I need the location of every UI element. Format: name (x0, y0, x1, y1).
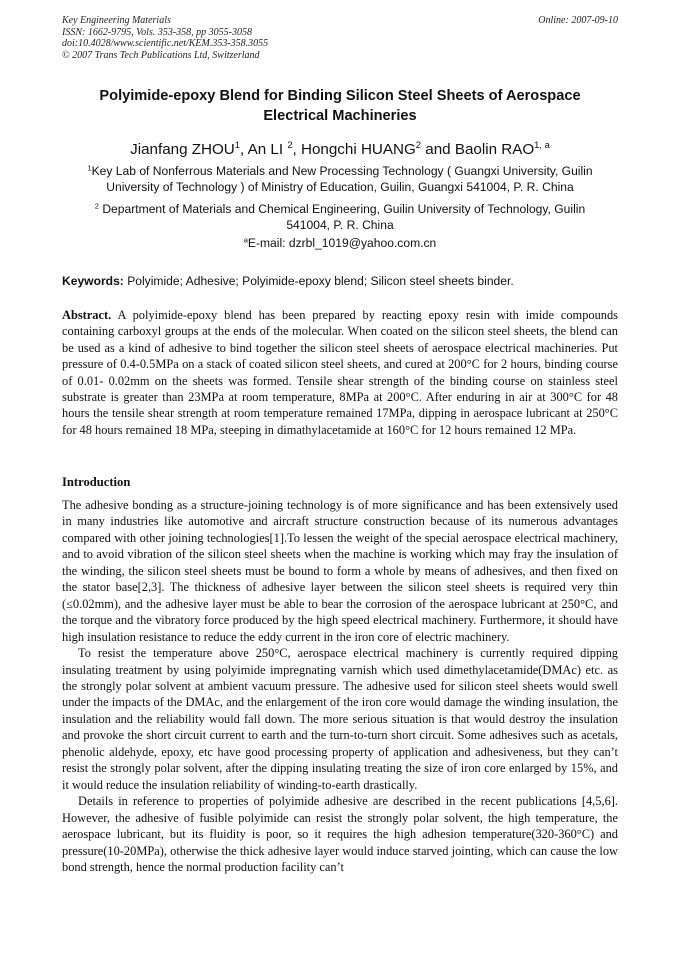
keywords-label: Keywords: (62, 274, 124, 288)
keywords-text: Polyimide; Adhesive; Polyimide-epoxy blend; Silicon steel sheets binder. (123, 274, 514, 288)
paper-title (62, 86, 618, 126)
abstract (62, 307, 618, 438)
running-header (62, 15, 618, 61)
journal-name: Key Engineering Materials (62, 15, 171, 26)
issn-line: ISSN: 1662-9795, Vols. 353-358, pp 3055-3058 (62, 26, 252, 38)
author-name: An LI (247, 141, 288, 158)
copyright-line: © 2007 Trans Tech Publications Ltd, Switzerland (62, 49, 260, 61)
corresponding-email (62, 235, 618, 251)
affiliation-2 (70, 201, 610, 234)
affiliation-marker: 1 (87, 163, 92, 173)
title-line-1: Polyimide-epoxy Blend for Binding Silicon Steel Sheets of Aerospace (99, 88, 581, 104)
online-date: Online: 2007-09-10 (538, 15, 618, 26)
affiliation-marker: 2 (94, 201, 99, 211)
abstract-text: A polyimide-epoxy blend has been prepared by reacting epoxy resin with imide compounds containing carboxyl groups at the ends of the molecular. When coated on the silicon steel sheets, the blend can be used as a kind of adhesive to bind together the silicon steel sheets of aerospace electrical machineries. Put pressure of 0.4-0.5MPa on a stack of coated silicon steel sheets, and cured at 200°C for 2 hours, binding course of 0.01- 0.02mm on the sheets was formed. Tensile shear strength of the binding course on stainless steel substrate is greater than 23MPa at room temperature, 8MPa at 200°C. After enduring in air at 300°C for 48 hours the tensile shear strength at room temperature remained 17MPa, dipping in aerospace lubricant at 250°C for 48 hours remained 18 MPa, steeping in dimathylacetamide at 160°C for 12 hours remained 12 MPa. (62, 308, 618, 437)
email-marker: a (243, 235, 248, 245)
journal-info (62, 15, 268, 61)
affiliation-2-line-2: 541004, P. R. China (286, 218, 394, 233)
author-separator: , (292, 141, 301, 158)
paragraph: The adhesive bonding as a structure-joining technology is of more significance and has been extensively used in many industries like automotive and aircraft structure construction because of its numerous advantages compared with other joining technologies[1].To lessen the weight of the special aerospace electrical machinery, and to avoid vibration of the silicon steel sheets when the machine is working which may fray the insulation of the winding, the silicon steel sheets must be bound to form a whole by means of adhesives, and then fixed on the stator base[2,3]. The thickness of adhesive layer between the silicon steel sheets is required very thin (≤0.02mm), and the adhesive layer must be able to bear the corrosion of the aerospace lubricant at 250°C, and the torque and the vibratory force produced by the high speed electrical machinery. Furthermore, it should have high insulation resistance to reduce the eddy current in the iron core of electric machinery. (62, 498, 618, 644)
author-affiliation-marker: 2 (415, 139, 422, 151)
author-separator: and (421, 141, 455, 158)
author-separator: , (240, 141, 248, 158)
author-affiliation-marker: 1, a (534, 139, 550, 151)
introduction-body (62, 497, 618, 875)
author-name: Hongchi HUANG (301, 141, 416, 158)
author-name: Jianfang ZHOU (130, 141, 235, 158)
abstract-label: Abstract. (62, 308, 112, 322)
affiliation-1-line-1: $^1$Key Lab of Nonferrous Materials and New Processing Technology ( Guangxi University, Guilin (87, 163, 593, 178)
affiliation-1 (70, 163, 610, 196)
keywords (62, 273, 618, 289)
author-list (62, 140, 618, 160)
section-heading-introduction: Introduction (62, 475, 131, 489)
paragraph: Details in reference to properties of polyimide adhesive are described in the recent publications [4,5,6]. However, the adhesive of fusible polyimide can resist the strongly polar solvent, the high temperature, the aerospace lubricant, but its fluidity is poor, so it requires the high adhesion temperature(320-360°C) and pressure(10-20MPa), otherwise the thick adhesive layer would induce starved jointing, which can cause the low bond strength, hence the normal production facility can’t (62, 794, 618, 874)
affiliation-2-line-1: $^2$ Department of Materials and Chemical Engineering, Guilin University of Technology, Guilin (94, 201, 586, 216)
author-affiliation-marker: 2 (287, 139, 293, 151)
title-line-2: Electrical Machineries (263, 108, 417, 124)
paragraph: To resist the temperature above 250°C, aerospace electrical machinery is currently required dipping insulating treatment by using polyimide impregnating varnish which used dimethylacetamide(DMAc) etc. as the strongly polar solvent at ambient vacuum pressure. The adhesive used for silicon steel sheets would swell under the impacts of the DMAc, and the enlargement of the iron core would damage the winding insulation, the insulation and the reliability would fall down. The more serious situation is that would destroy the insulation and provoke the short circuit current to earth and the turn-to-turn short circuit. Some adhesives such as acetals, phenolic aldehyde, epoxy, etc have good processing property of application and adhesiveness, but they can’t resist the strongly polar solvent, after the dipping insulating treating the size of iron core enlarged by 15%, and it would reduce the insulation reliability of winding-to-earth drastically. (62, 646, 618, 792)
affiliation-1-line-2: University of Technology ) of Ministry of Education, Guilin, Guangxi 541004, P. R. China (106, 180, 574, 195)
author-name: Baolin RAO (454, 141, 535, 158)
doi-line: doi:10.4028/www.scientific.net/KEM.353-358.3055 (62, 38, 269, 49)
author-affiliation-marker: 1 (234, 139, 241, 151)
email-text: E-mail: dzrbl_1019@yahoo.com.cn (247, 236, 437, 250)
